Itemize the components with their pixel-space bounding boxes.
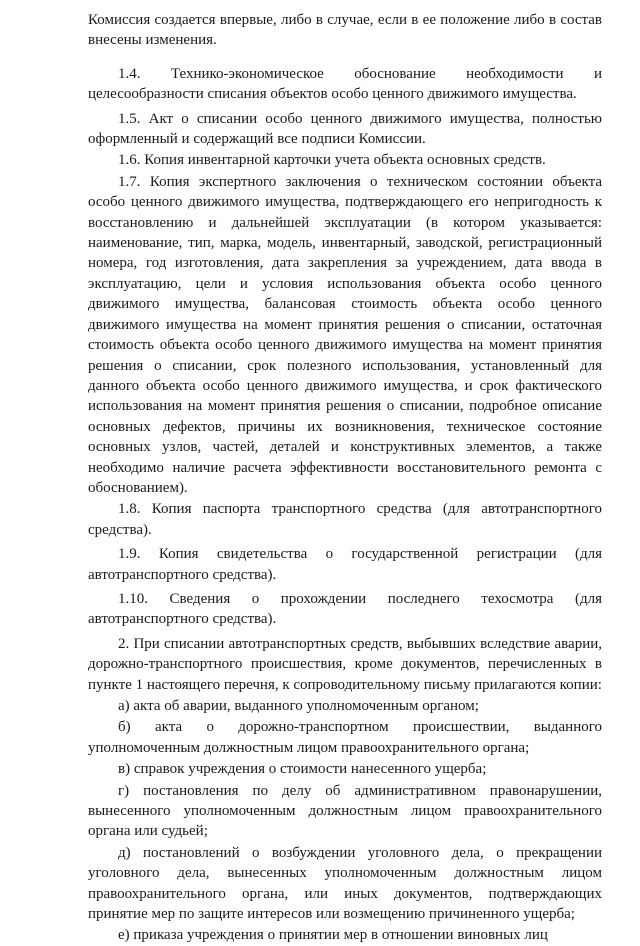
paragraph-intro: Комиссия создается впервые, либо в случае, если в ее положение либо в состав внесены изменения. — [88, 12, 602, 49]
list-item-e: е) приказа учреждения о принятии мер в отношении виновных лиц — [118, 927, 548, 944]
list-item-g: г) постановления по делу об административном правонарушении, вынесенного уполномоченным должностным лицом правоохранительного органа или судьей; — [88, 782, 602, 840]
paragraph-2: 2. При списании автотранспортных средств, выбывших вследствие аварии, дорожно-транспортного происшествия, кроме документов, перечисленных в пункте 1 настоящего перечня, к сопроводительному письму прилагаются копии: — [88, 635, 602, 693]
paragraph-1-7: 1.7. Копия экспертного заключения о техническом состоянии объекта особо ценного движимого имущества, подтверждающего его непригодность к восстановлению и дальнейшей эксплуатации (в котором указывается: наименование, тип, марка, модель, инвентарный, заводской, регистрационный номера, год изготовления, дата закрепления за учреждением, дата ввода в эксплуатацию, цели и условия использования объекта особо ценного движимого имущества, балансовая стоимость объекта особо ценного движимого имущества на момент принятия решения о списании, остаточная стоимость объекта особо ценного движимого имущества на момент принятия решения о списании, срок полезного использования, установленный для данного объекта особо ценного движимого имущества, и срок фактического использования на момент принятия решения о списании, подробное описание основных дефектов, причины их возникновения, техническое состояние основных узлов, частей, деталей и конструктивных элементов, а также необходимо наличие расчета эффективности восстановительного ремонта с обоснованием). — [88, 173, 602, 496]
list-item-v: в) справок учреждения о стоимости нанесенного ущерба; — [118, 761, 487, 778]
paragraph-1-6: 1.6. Копия инвентарной карточки учета объекта основных средств. — [118, 152, 546, 169]
paragraph-1-5: 1.5. Акт о списании особо ценного движимого имущества, полностью оформленный и содержащий все подписи Комиссии. — [88, 110, 602, 148]
document-page — [88, 10, 602, 946]
paragraph-1-10: 1.10. Сведения о прохождении последнего техосмотра (для автотранспортного средства). — [88, 590, 602, 628]
paragraph-1-4: 1.4. Технико-экономическое обоснование необходимости и целесообразности списания объектов особо ценного движимого имущества. — [88, 65, 602, 103]
list-item-a: а) акта об аварии, выданного уполномоченным органом; — [118, 698, 479, 714]
list-item-b: б) акта о дорожно-транспортном происшествии, выданного уполномоченным должностным лицом правоохранительного органа; — [88, 719, 602, 756]
paragraph-1-9: 1.9. Копия свидетельства о государственной регистрации (для автотранспортного средства). — [88, 546, 602, 583]
list-item-d: д) постановлений о возбуждении уголовного дела, о прекращении уголовного дела, вынесенных уполномоченным должностным лицом правоохранительного органа, или иных документов, подтверждающих принятие мер по защите интересов или возмещению причиненного ущерба; — [88, 844, 602, 923]
paragraph-1-8: 1.8. Копия паспорта транспортного средства (для автотранспортного средства). — [88, 501, 602, 538]
